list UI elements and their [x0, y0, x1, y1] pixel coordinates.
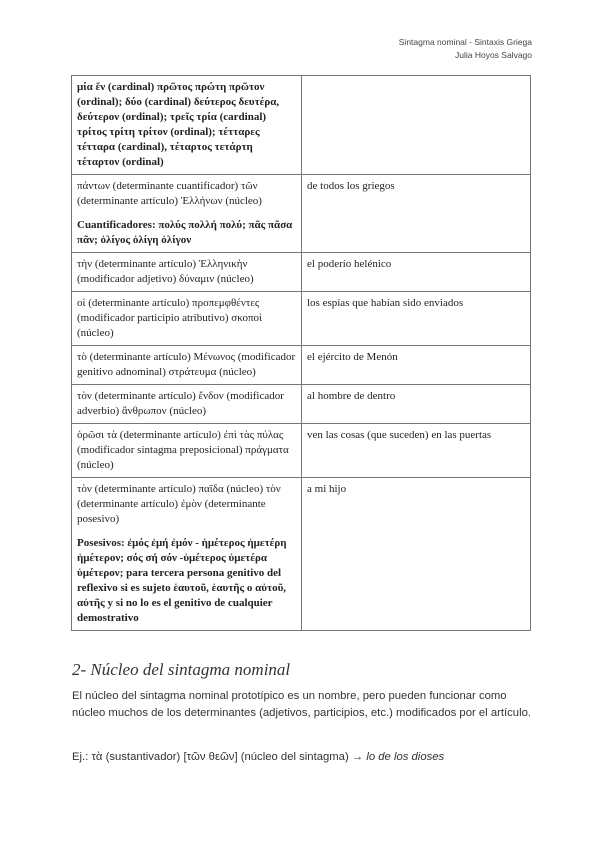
table-row [72, 253, 531, 292]
table-row [72, 175, 531, 253]
greek-analysis: τὴν (determinante artículo) Ἑλληνικὴν (modificador adjetivo) δύναμιν (núcleo) [77, 258, 254, 285]
table-row [72, 292, 531, 346]
greek-cell [72, 478, 302, 631]
translation-cell [302, 76, 531, 175]
greek-analysis: ὁρῶσι τὰ (determinante artículo) ἐπὶ τὰς πύλας (modificador sintagma preposicional) πράγματα (núcleo) [77, 429, 289, 471]
translation-cell: los espías que habían sido enviados [302, 292, 531, 346]
translation-cell: al hombre de dentro [302, 385, 531, 424]
greek-cell [72, 346, 302, 385]
example-lead: Ej.: τὰ (sustantivador) [τῶν θεῶν] (núcleo del sintagma) [72, 751, 349, 763]
syntax-table [71, 75, 531, 631]
greek-note: Cuantificadores: πολύς πολλή πολύ; πᾶς πᾶσα πᾶν; ὀλίγος ὀλίγη ὀλίγον [77, 219, 293, 246]
section-title: 2- Núcleo del sintagma nominal [72, 660, 291, 679]
greek-analysis: οἱ (determinante artículo) προπεμφθέντες (modificador participio atributivo) σκοποὶ (núcleo) [77, 297, 263, 339]
greek-cell [72, 76, 302, 175]
greek-analysis: τὸ (determinante artículo) Μένωνος (modificador genitivo adnominal) στράτευμα (núcleo) [77, 351, 296, 378]
greek-note: Posesivos: ἐμός ἐμή ἐμόν - ἡμέτερος ἡμετέρη ἡμέτερον; σός σή σόν -ὑμέτερος ὑμετέρα ὑμέτερον; para tercera persona genitivo del reflexivo si es sujeto ἑαυτοῦ, ἑαυτῆς o αὐτοῦ, αὐτῆς y si no lo es el genitivo de cualquier demostrativo [77, 537, 287, 624]
table-row [72, 76, 531, 175]
header-author: Julia Hoyos Salvago [454, 50, 532, 60]
example-translation: lo de los dioses [366, 751, 445, 763]
greek-analysis: τὸν (determinante artículo) ἔνδον (modificador adverbio) ἄνθρωπον (núcleo) [77, 390, 284, 417]
header-title: Sintagma nominal - Sintaxis Griega [398, 37, 532, 47]
greek-cell [72, 424, 302, 478]
page-header [399, 36, 532, 62]
translation-cell: a mi hijo [302, 478, 531, 631]
translation-cell: el poderío helénico [302, 253, 531, 292]
example-line [72, 750, 532, 765]
translation-cell: ven las cosas (que suceden) en las puertas [302, 424, 531, 478]
greek-cell [72, 385, 302, 424]
section-paragraph: El núcleo del sintagma nominal prototípico es un nombre, pero pueden funcionar como núcleo muchos de los determinantes (adjetivos, participios, etc.) modificados por el artículo. [72, 690, 532, 719]
table-row [72, 346, 531, 385]
arrow-icon: → [351, 751, 364, 763]
greek-cell [72, 292, 302, 346]
table-row [72, 385, 531, 424]
greek-note: μία ἕν (cardinal) πρῶτος πρώτη πρῶτον (ordinal); δύο (cardinal) δεύτερος δευτέρα, δεύτερον (ordinal); τρεῖς τρία (cardinal) τρίτος τρίτη τρίτον (ordinal); τέτταρες τέτταρα (cardinal), τέταρτος τετάρτη τέταρτον (ordinal) [77, 81, 280, 168]
greek-analysis: πάντων (determinante cuantificador) τῶν (determinante artículo) Ἑλλήνων (núcleo) [77, 180, 262, 207]
greek-cell [72, 175, 302, 253]
table-row [72, 424, 531, 478]
greek-analysis: τὸν (determinante artículo) παῖδα (núcleo) τὸν (determinante artículo) ἐμὸν (determinante posesivo) [77, 483, 281, 525]
translation-cell: de todos los griegos [302, 175, 531, 253]
table-row [72, 478, 531, 631]
greek-cell [72, 253, 302, 292]
translation-cell: el ejército de Menón [302, 346, 531, 385]
